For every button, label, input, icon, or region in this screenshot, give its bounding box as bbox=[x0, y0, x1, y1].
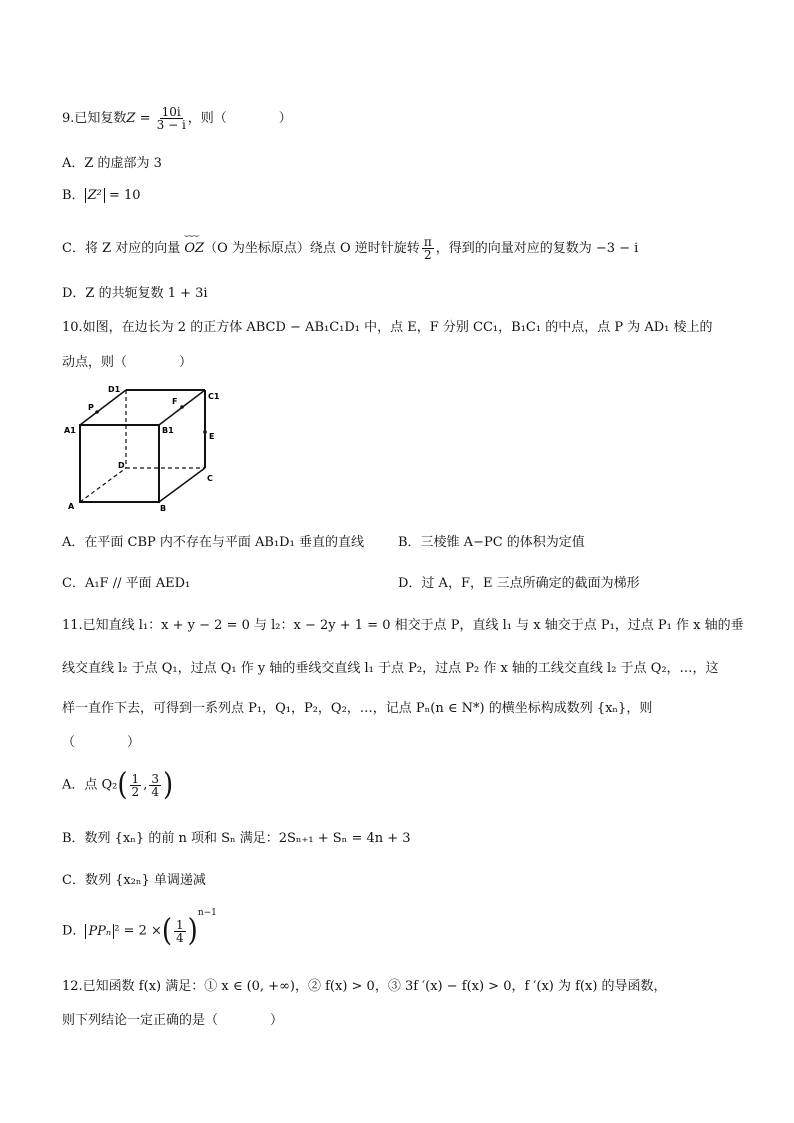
q11-stem-line4: （ ） bbox=[62, 735, 141, 750]
q12-stem-line2: 则下列结论一定正确的是（ ） bbox=[62, 1013, 284, 1028]
q12-stem-line1: 12.已知函数 f(x) 满足：① x ∈ (0, +∞)，② f(x) > 0，③ 3f ′(x) − f(x) > 0，f ′(x) 为 f(x) 的导函数， bbox=[62, 979, 667, 994]
label-d1: D1 bbox=[108, 385, 121, 394]
label-c: C bbox=[207, 474, 213, 483]
q9-fraction: $\frac{10i}{3 - i}$ bbox=[156, 105, 186, 132]
q11-option-c: C．数列 {x₂ₙ} 单调递减 bbox=[62, 873, 206, 888]
q9-z: Z bbox=[126, 111, 136, 126]
q9-option-b: B． Z² = 10 bbox=[62, 188, 141, 203]
q11-stem-line2: 线交直线 l₂ 于点 Q₁，过点 Q₁ 作 y 轴的垂线交直线 l₁ 于点 P₂，过点 P₂ 作 x 轴的工线交直线 l₂ 于点 Q₂，…，这 bbox=[62, 661, 719, 676]
label-a1: A1 bbox=[64, 426, 76, 435]
cube-figure bbox=[60, 380, 230, 515]
label-d: D bbox=[118, 461, 125, 470]
q10-stem-line2: 动点，则（ ） bbox=[62, 355, 193, 370]
q10-option-c: C．A₁F // 平面 AED₁ bbox=[62, 576, 191, 591]
q9-option-d: D．Z 的共轭复数 1 + 3i bbox=[62, 286, 208, 301]
q11-option-d: D． PPₙ ² = 2 ×( $\frac{1}{4}$ )$^{n-1}$ bbox=[62, 908, 217, 949]
q10-option-b: B．三棱锥 A−PC 的体积为定值 bbox=[398, 535, 585, 550]
q9-stem: 9.已知复数Z = $\frac{10i}{3 - i}$ ，则（ ） bbox=[62, 105, 292, 132]
label-b1: B1 bbox=[162, 426, 174, 435]
label-a: A bbox=[68, 502, 75, 511]
q10-option-a: A．在平面 CBP 内不存在与平面 AB₁D₁ 垂直的直线 bbox=[62, 535, 364, 550]
label-c1: C1 bbox=[208, 392, 220, 401]
q11-stem-line1: 11.已知直线 l₁：x + y − 2 = 0 与 l₂：x − 2y + 1 = 0 相交于点 P，直线 l₁ 与 x 轴交于点 P₁，过点 P₁ 作 x 轴的垂 bbox=[62, 618, 744, 633]
q11-option-a: A．点 Q₂( $\frac{1}{2}$ , $\frac{3}{4}$ ) bbox=[62, 767, 174, 803]
label-e: E bbox=[209, 432, 215, 441]
q10-stem-line1: 10.如图，在边长为 2 的正方体 ABCD − AB₁C₁D₁ 中，点 E，F 分别 CC₁，B₁C₁ 的中点，点 P 为 AD₁ 棱上的 bbox=[62, 320, 713, 335]
label-p: P bbox=[88, 403, 94, 412]
q11-stem-line3: 样一直作下去，可得到一系列点 P₁，Q₁，P₂，Q₂，…，记点 Pₙ(n ∈ N*) 的横坐标构成数列 {xₙ}，则 bbox=[62, 701, 653, 716]
label-b: B bbox=[160, 504, 167, 513]
q9-option-a: A．Z 的虚部为 3 bbox=[62, 156, 162, 171]
q10-option-d: D．过 A，F，E 三点所确定的截面为梯形 bbox=[398, 576, 640, 591]
q9-option-c: C．将 Z 对应的向量 ⌣⌣⌣ OZ（O 为坐标原点）绕点 O 逆时针旋转 $\frac{\pi}{2}$ ，得到的向量对应的复数为 −3 − i bbox=[62, 236, 638, 261]
label-f: F bbox=[172, 397, 178, 406]
q11-option-b: B．数列 {xₙ} 的前 n 项和 Sₙ 满足：2Sₙ₊₁ + Sₙ = 4n + 3 bbox=[62, 831, 411, 846]
